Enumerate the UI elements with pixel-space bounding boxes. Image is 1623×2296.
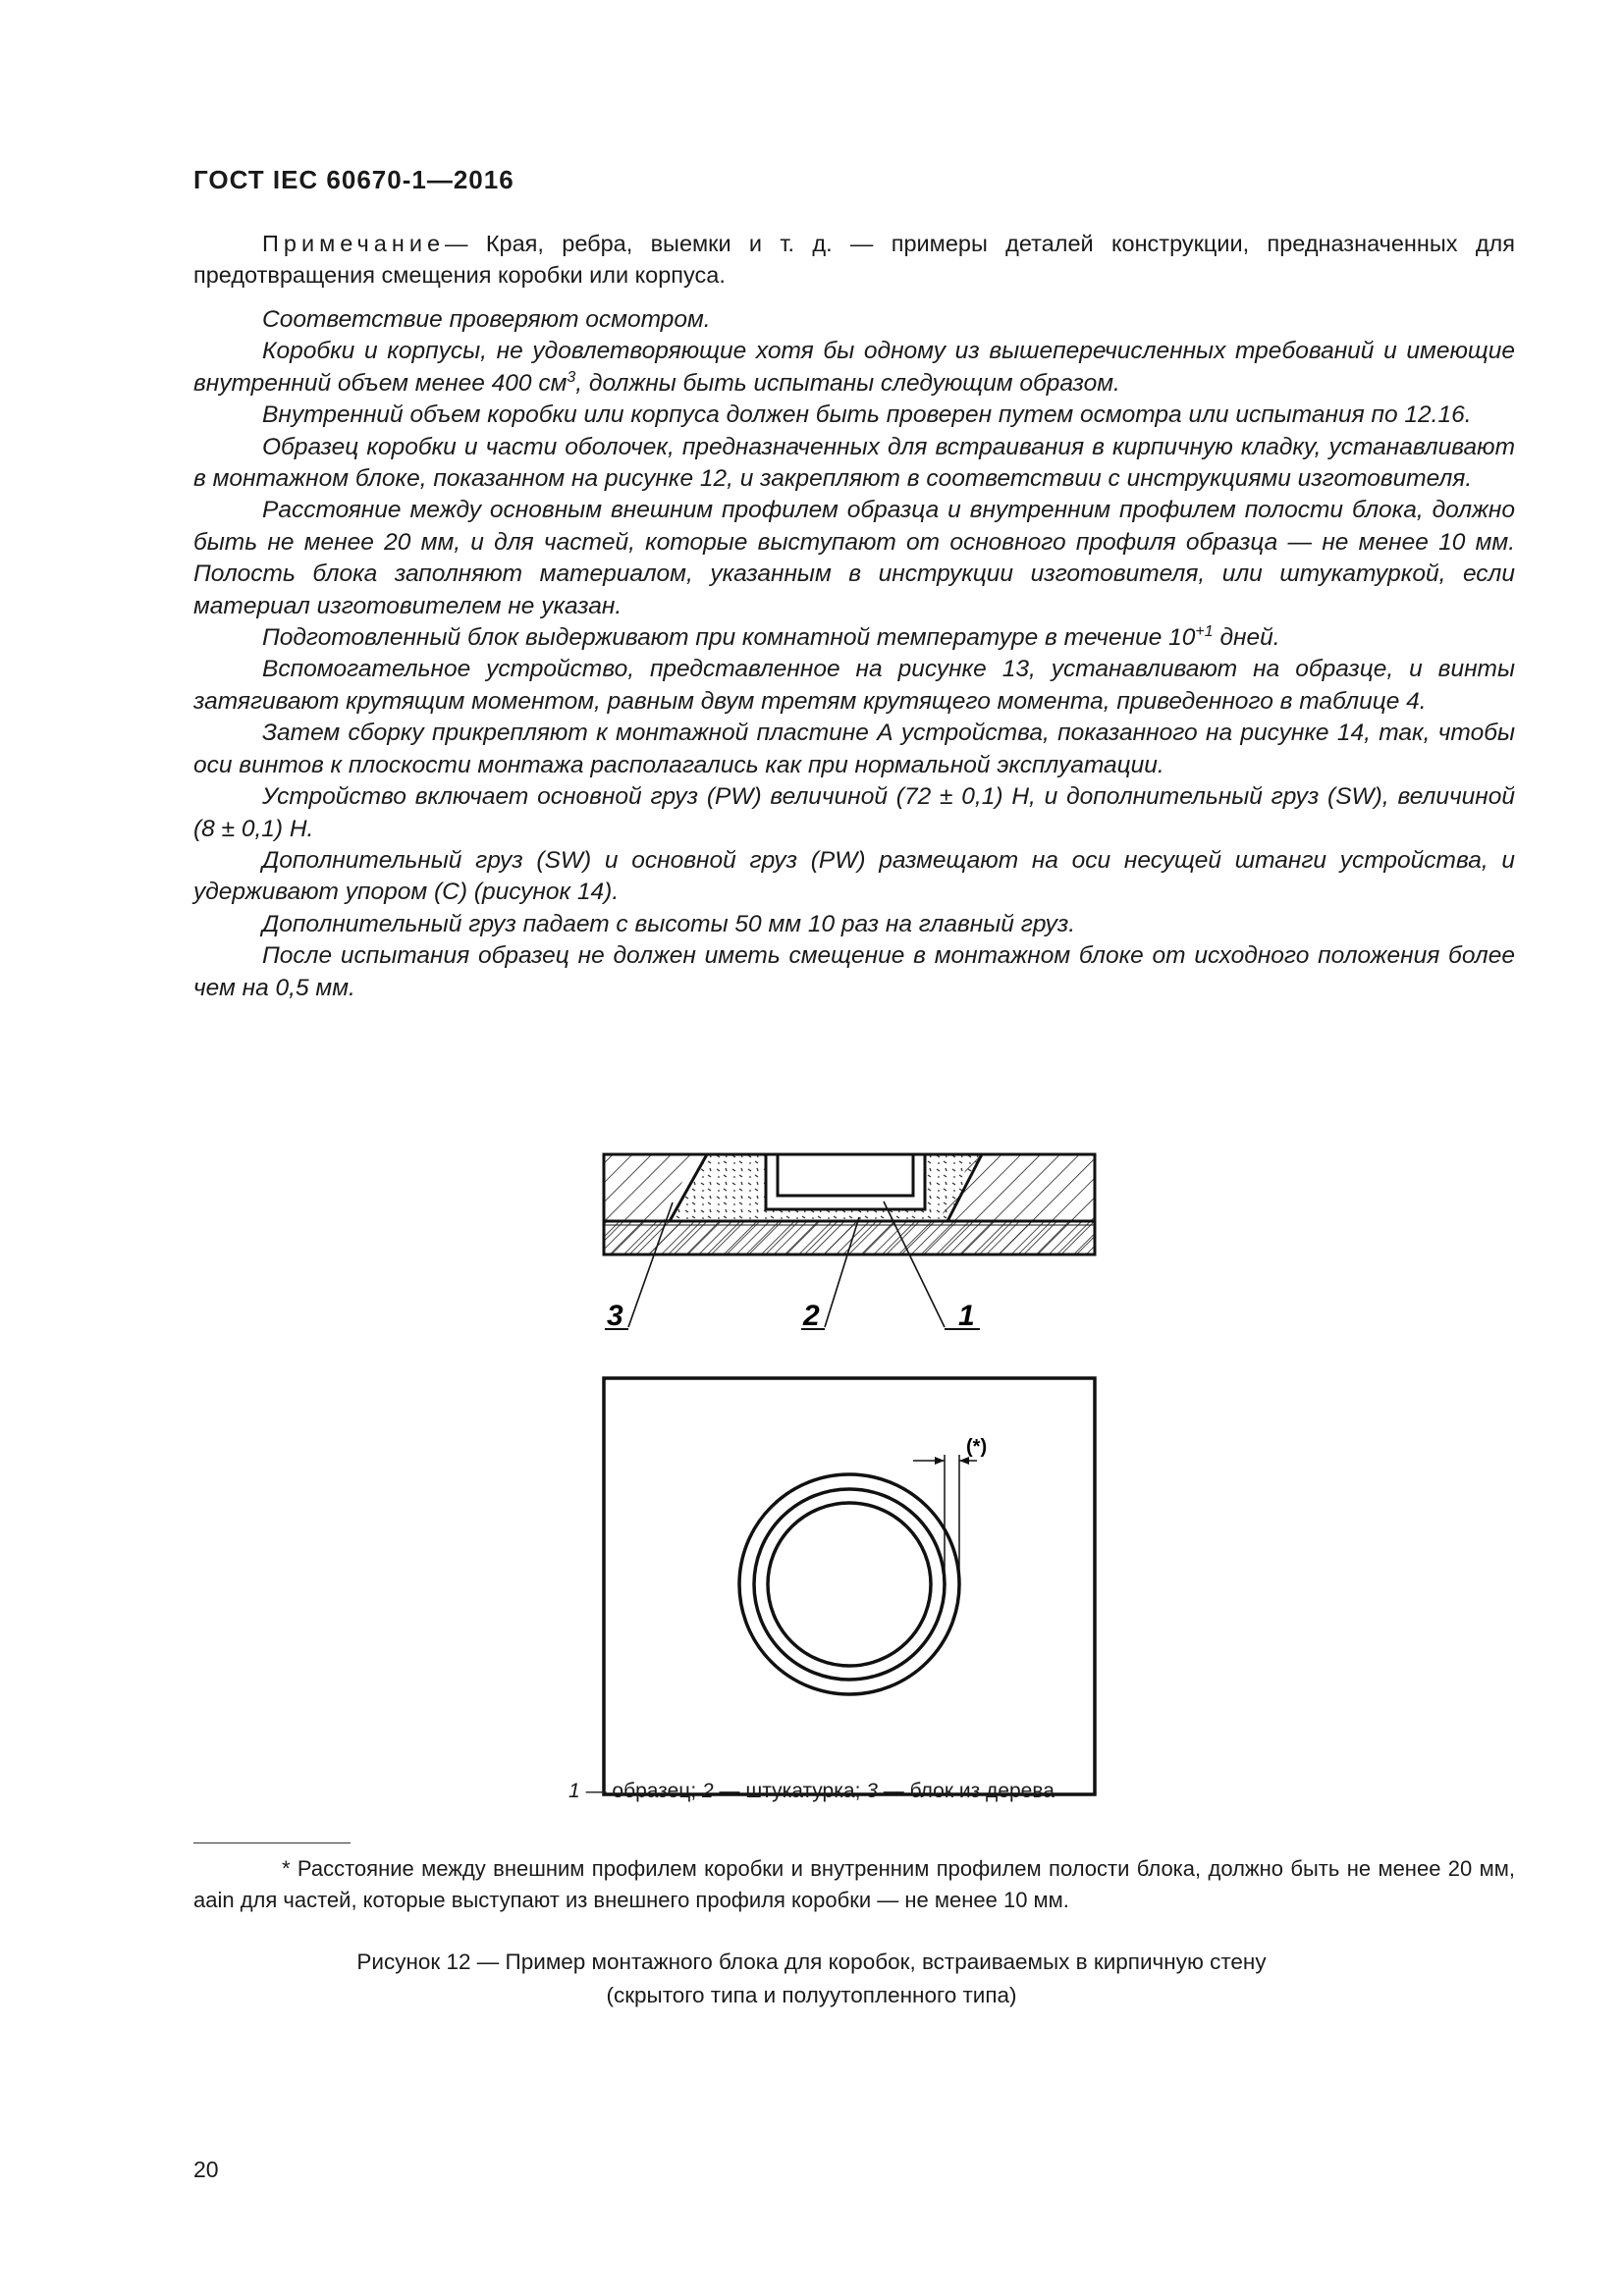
paragraph: Расстояние между основным внешним профилем образца и внутренним профилем полости блока, должно быть не менее 20 мм, и для частей, которые выступают от основного профиля образца — не менее 10 мм. Полость блока заполняют материалом, указанным в инструкции изготовителя, или штукатуркой, если материал изготовителем не указан. bbox=[193, 497, 1515, 619]
paragraph: Дополнительный груз падает с высоты 50 мм 10 раз на главный груз. bbox=[262, 910, 1076, 937]
paragraph: Соответствие проверяют осмотром. bbox=[262, 306, 711, 333]
callout-2: 2 bbox=[803, 1300, 820, 1332]
body-text bbox=[193, 304, 1515, 1004]
callout-1: 1 bbox=[958, 1300, 975, 1332]
note-label: Примечание bbox=[262, 231, 446, 256]
callout-3: 3 bbox=[607, 1300, 623, 1332]
note-block bbox=[193, 228, 1515, 291]
paragraph: Устройство включает основной груз (PW) величиной (72 ± 0,1) Н, и дополнительный груз (SW), величиной (8 ± 0,1) Н. bbox=[193, 783, 1515, 842]
section-view bbox=[604, 1154, 1095, 1332]
paragraph: После испытания образец не должен иметь смещение в монтажном блоке от исходного положения более чем на 0,5 мм. bbox=[193, 942, 1515, 1001]
paragraph: Образец коробки и части оболочек, предназначенных для встраивания в кирпичную кладку, устанавливают в монтажном блоке, показанном на рисунке 12, и закрепляют в соответствии с инструкциями изготовителя. bbox=[193, 433, 1515, 493]
document-header: ГОСТ IEC 60670-1—2016 bbox=[193, 165, 514, 194]
paragraph: Дополнительный груз (SW) и основной груз (PW) размещают на оси несущей штанги устройства, и удерживают упором (С) (рисунок 14). bbox=[193, 846, 1515, 906]
paragraph: Коробки и корпусы, не удовлетворяющие хотя бы одному из вышеперечисленных требований и имеющие внутренний объем менее 400 $см^3$, должны быть испытаны следующим образом. bbox=[193, 338, 1515, 397]
dimension-mark: (*) bbox=[966, 1436, 988, 1458]
paragraph: Затем сборку прикрепляют к монтажной пластине А устройства, показанного на рисунке 14, так, чтобы оси винтов к плоскости монтажа располагались как при нормальной эксплуатации. bbox=[193, 720, 1515, 778]
figure-caption: Рисунок 12 — Пример монтажного блока для коробок, встраиваемых в кирпичную стену (скрытого типа и полуутопленного типа) bbox=[356, 1949, 1267, 2007]
footnote-divider bbox=[193, 1842, 351, 1843]
page-number: 20 bbox=[193, 2157, 219, 2182]
plan-view bbox=[604, 1378, 1095, 1794]
figure-legend: 1 — образец; 2 — штукатурка; 3 — блок из дерева bbox=[568, 1780, 1055, 1802]
footnote: * Расстояние между внешним профилем коробки и внутренним профилем полости блока, должно быть не менее 20 мм, aain для частей, которые выступают из внешнего профиля коробки — не менее 10 мм. bbox=[193, 1856, 1515, 1912]
paragraph: Внутренний объем коробки или корпуса должен быть проверен путем осмотра или испытания по 12.16. bbox=[262, 401, 1472, 429]
paragraph: Вспомогательное устройство, представленное на рисунке 13, устанавливают на образце, и винты затягивают крутящим моментом, равным двум третям крутящего момента, приведенного в таблице 4. bbox=[193, 656, 1515, 715]
note-text: — Края, ребра, выемки и т. д. — примеры деталей конструкции, предназначенных для предотвращения смещения коробки или корпуса. bbox=[193, 231, 1515, 288]
paragraph: Подготовленный блок выдерживают при комнатной температуре в течение $10^{+1}$ дней. bbox=[262, 622, 1280, 652]
mounting-block-figure bbox=[589, 1139, 1109, 1806]
